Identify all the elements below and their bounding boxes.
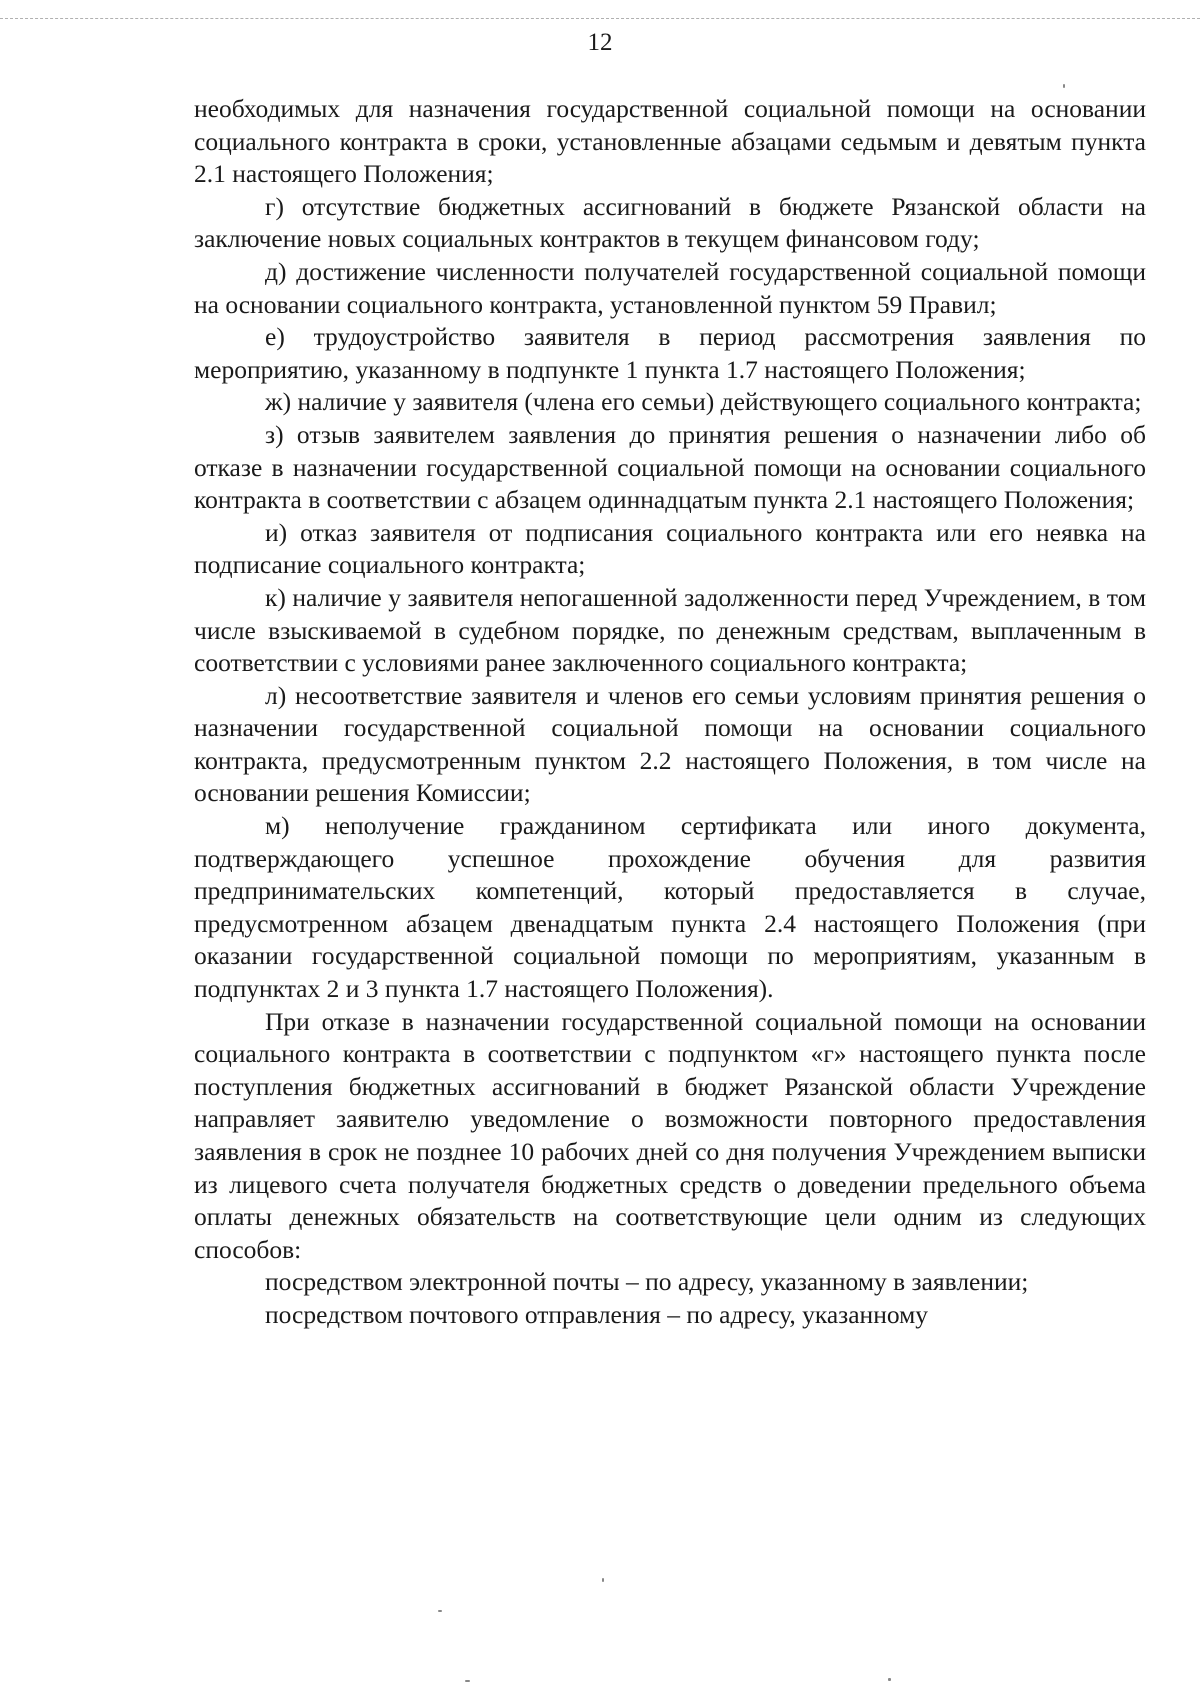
paragraph-item-g: г) отсутствие бюджетных ассигнований в бюджете Рязанской области на заключение новых социальных контрактов в текущем финансовом году; [194,191,1146,254]
paragraph-item-e: е) трудоустройство заявителя в период рассмотрения заявления по мероприятию, указанному в подпункте 1 пункта 1.7 настоящего Положения; [194,322,1146,384]
paragraph-method-email: посредством электронной почты – по адресу, указанному в заявлении; [265,1267,1029,1297]
paragraph-item-l: л) несоответствие заявителя и членов его семьи условиям принятия решения о назначении государственной социальной помощи на основании социального контракта, предусмотренным пунктом 2.2 настоящего Положения, в том числе на основании решения Комиссии; [194,680,1146,808]
paragraph-item-m: м) неполучение гражданином сертификата или иного документа, подтверждающего успешное прохождение обучения для развития предпринимательских компетенций, который предоставляется в случае, предусмотренном абзацем двенадцатым пункта 2.4 настоящего Положения (при оказании государственной социальной помощи по мероприятиям, указанным в подпунктах 2 и 3 пункта 1.7 настоящего Положения). [194,811,1146,1004]
paragraph-item-d: д) достижение численности получателей государственной социальной помощи на основании социального контракта, установленной пунктом 59 Правил; [194,256,1146,319]
paragraph-item-i: и) отказ заявителя от подписания социального контракта или его неявка на подписание социального контракта; [194,517,1146,580]
paragraph-item-zh: ж) наличие у заявителя (члена его семьи) действующего социального контракта; [265,387,1142,417]
page-number: 12 [587,29,613,56]
scan-speck [888,1678,891,1681]
scan-edge-line [0,18,1200,19]
scan-speck [1063,84,1065,88]
paragraph-method-post: посредством почтового отправления – по адресу, указанному [265,1299,928,1329]
paragraph-continuation: необходимых для назначения государственной социальной помощи на основании социального контракта в сроки, установленные абзацами седьмым и девятым пункта 2.1 настоящего Положения; [194,94,1146,189]
scan-speck [602,1578,604,1582]
scan-speck [438,1610,442,1612]
paragraph-refusal-notice: При отказе в назначении государственной социальной помощи на основании социального контракта в соответствии с подпунктом «г» настоящего пункта после поступления бюджетных ассигнований в бюджет Рязанской области Учреждение направляет заявителю уведомление о возможности повторного предоставления заявления в срок не позднее 10 рабочих дней со дня получения Учреждением выписки из лицевого счета получателя бюджетных средств о доведении предельного объема оплаты денежных обязательств на соответствующие цели одним из следующих способов: [194,1006,1146,1264]
scan-speck [465,1680,470,1682]
paragraph-item-z: з) отзыв заявителем заявления до принятия решения о назначении либо об отказе в назначении государственной социальной помощи на основании социального контракта в соответствии с абзацем одиннадцатым пункта 2.1 настоящего Положения; [194,419,1146,515]
paragraph-item-k: к) наличие у заявителя непогашенной задолженности перед Учреждением, в том числе взыскиваемой в судебном порядке, по денежным средствам, выплаченным в соответствии с условиями ранее заключенного социального контракта; [194,582,1146,678]
document-body [194,93,1146,1332]
